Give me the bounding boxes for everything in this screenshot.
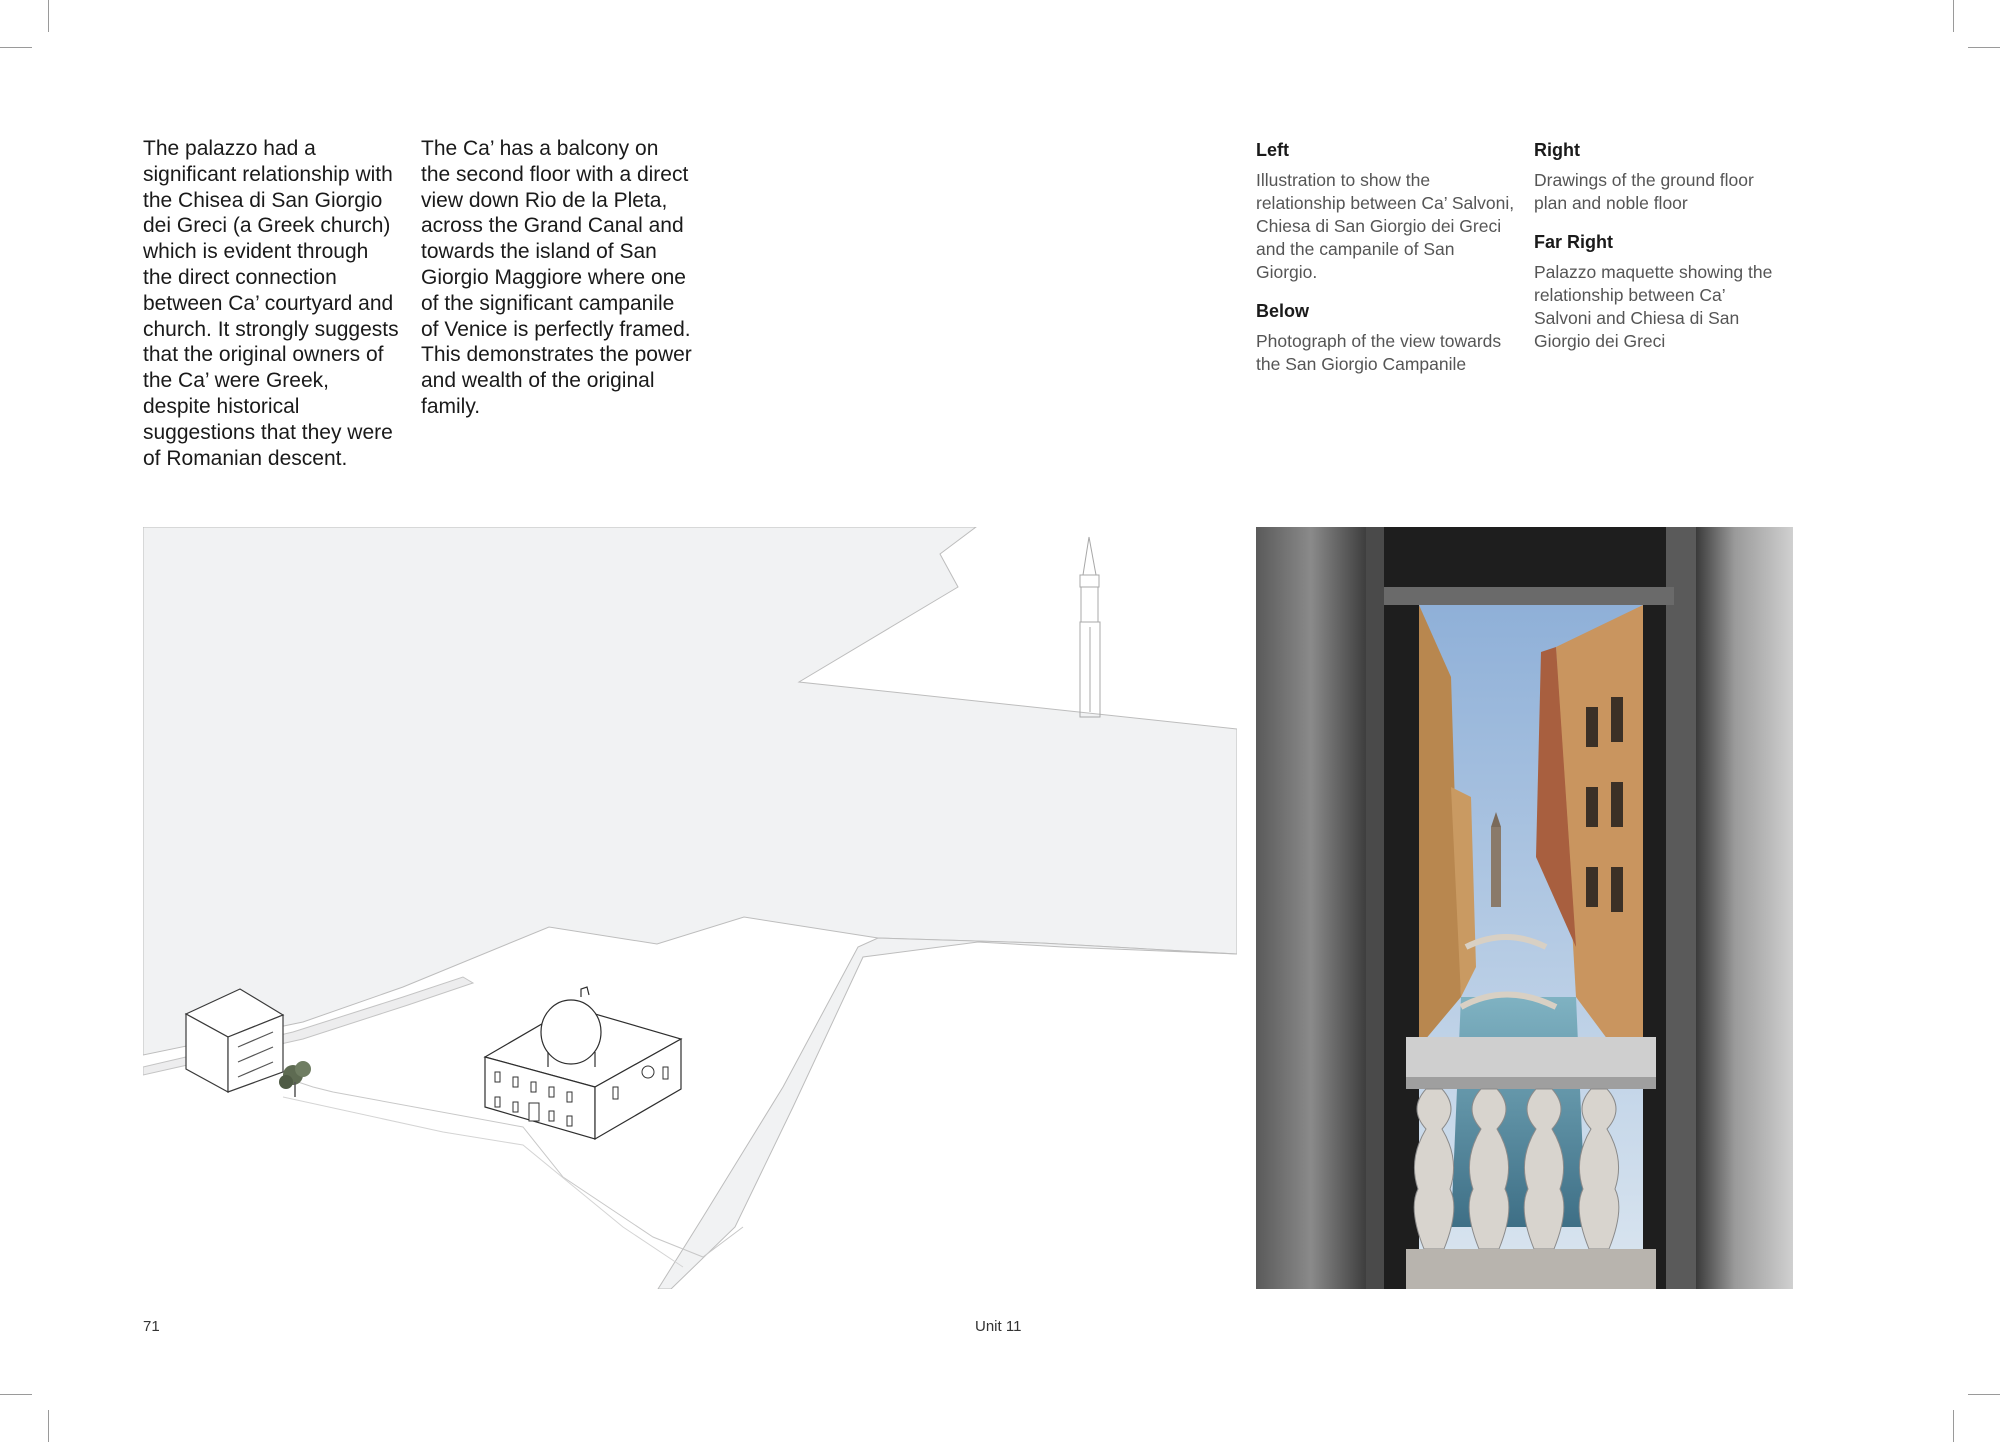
crop-mark — [48, 0, 49, 32]
body-text-column-2: The Ca’ has a balcony on the second floor with a direct view down Rio de la Pleta, across the Grand Canal and towards the island of San Giorgio Maggiore where one of the significant campanile of Venice is perfectly framed. This demonstrates the power and wealth of the original family. — [421, 137, 692, 418]
caption-heading-below: Below — [1256, 301, 1310, 321]
site-illustration — [143, 527, 1237, 1289]
crop-mark — [1968, 1394, 2000, 1395]
caption-column-2 — [1534, 139, 1784, 369]
campanile-drawing — [1080, 537, 1100, 717]
tree-icon — [279, 1061, 311, 1097]
caption-text-left: Illustration to show the relationship between Ca’ Salvoni, Chiesa di San Giorgio dei Greci and the campanile of San Giorgio. — [1256, 170, 1515, 282]
church-drawing — [485, 987, 681, 1139]
caption-text-below: Photograph of the view towards the San Giorgio Campanile — [1256, 331, 1502, 374]
caption-heading-right: Right — [1534, 140, 1580, 160]
caption-heading-far-right: Far Right — [1534, 232, 1613, 252]
balcony-view-photo — [1256, 527, 1793, 1289]
crop-mark — [0, 1394, 32, 1395]
lagoon-area — [143, 527, 1237, 1055]
unit-label: Unit 11 — [975, 1318, 1022, 1335]
caption-column-1 — [1256, 139, 1518, 392]
crop-mark — [48, 1410, 49, 1442]
caption-heading-left: Left — [1256, 140, 1289, 160]
body-text-column-1: The palazzo had a significant relationship with the Chisea di San Giorgio dei Greci (a Greek church) which is evident through the direct connection between Ca’ courtyard and church. It strongly suggests that the original owners of the Ca’ were Greek, despite historical suggestions that they were of Romanian descent. — [143, 137, 399, 470]
crop-mark — [0, 47, 32, 48]
caption-text-right: Drawings of the ground floor plan and noble floor — [1534, 170, 1754, 213]
crop-mark — [1953, 1410, 1954, 1442]
caption-text-far-right: Palazzo maquette showing the relationship between Ca’ Salvoni and Chiesa di San Giorgio dei Greci — [1534, 262, 1773, 351]
crop-mark — [1968, 47, 2000, 48]
page-number: 71 — [143, 1318, 160, 1335]
crop-mark — [1953, 0, 1954, 32]
canal-area — [658, 938, 1237, 1289]
